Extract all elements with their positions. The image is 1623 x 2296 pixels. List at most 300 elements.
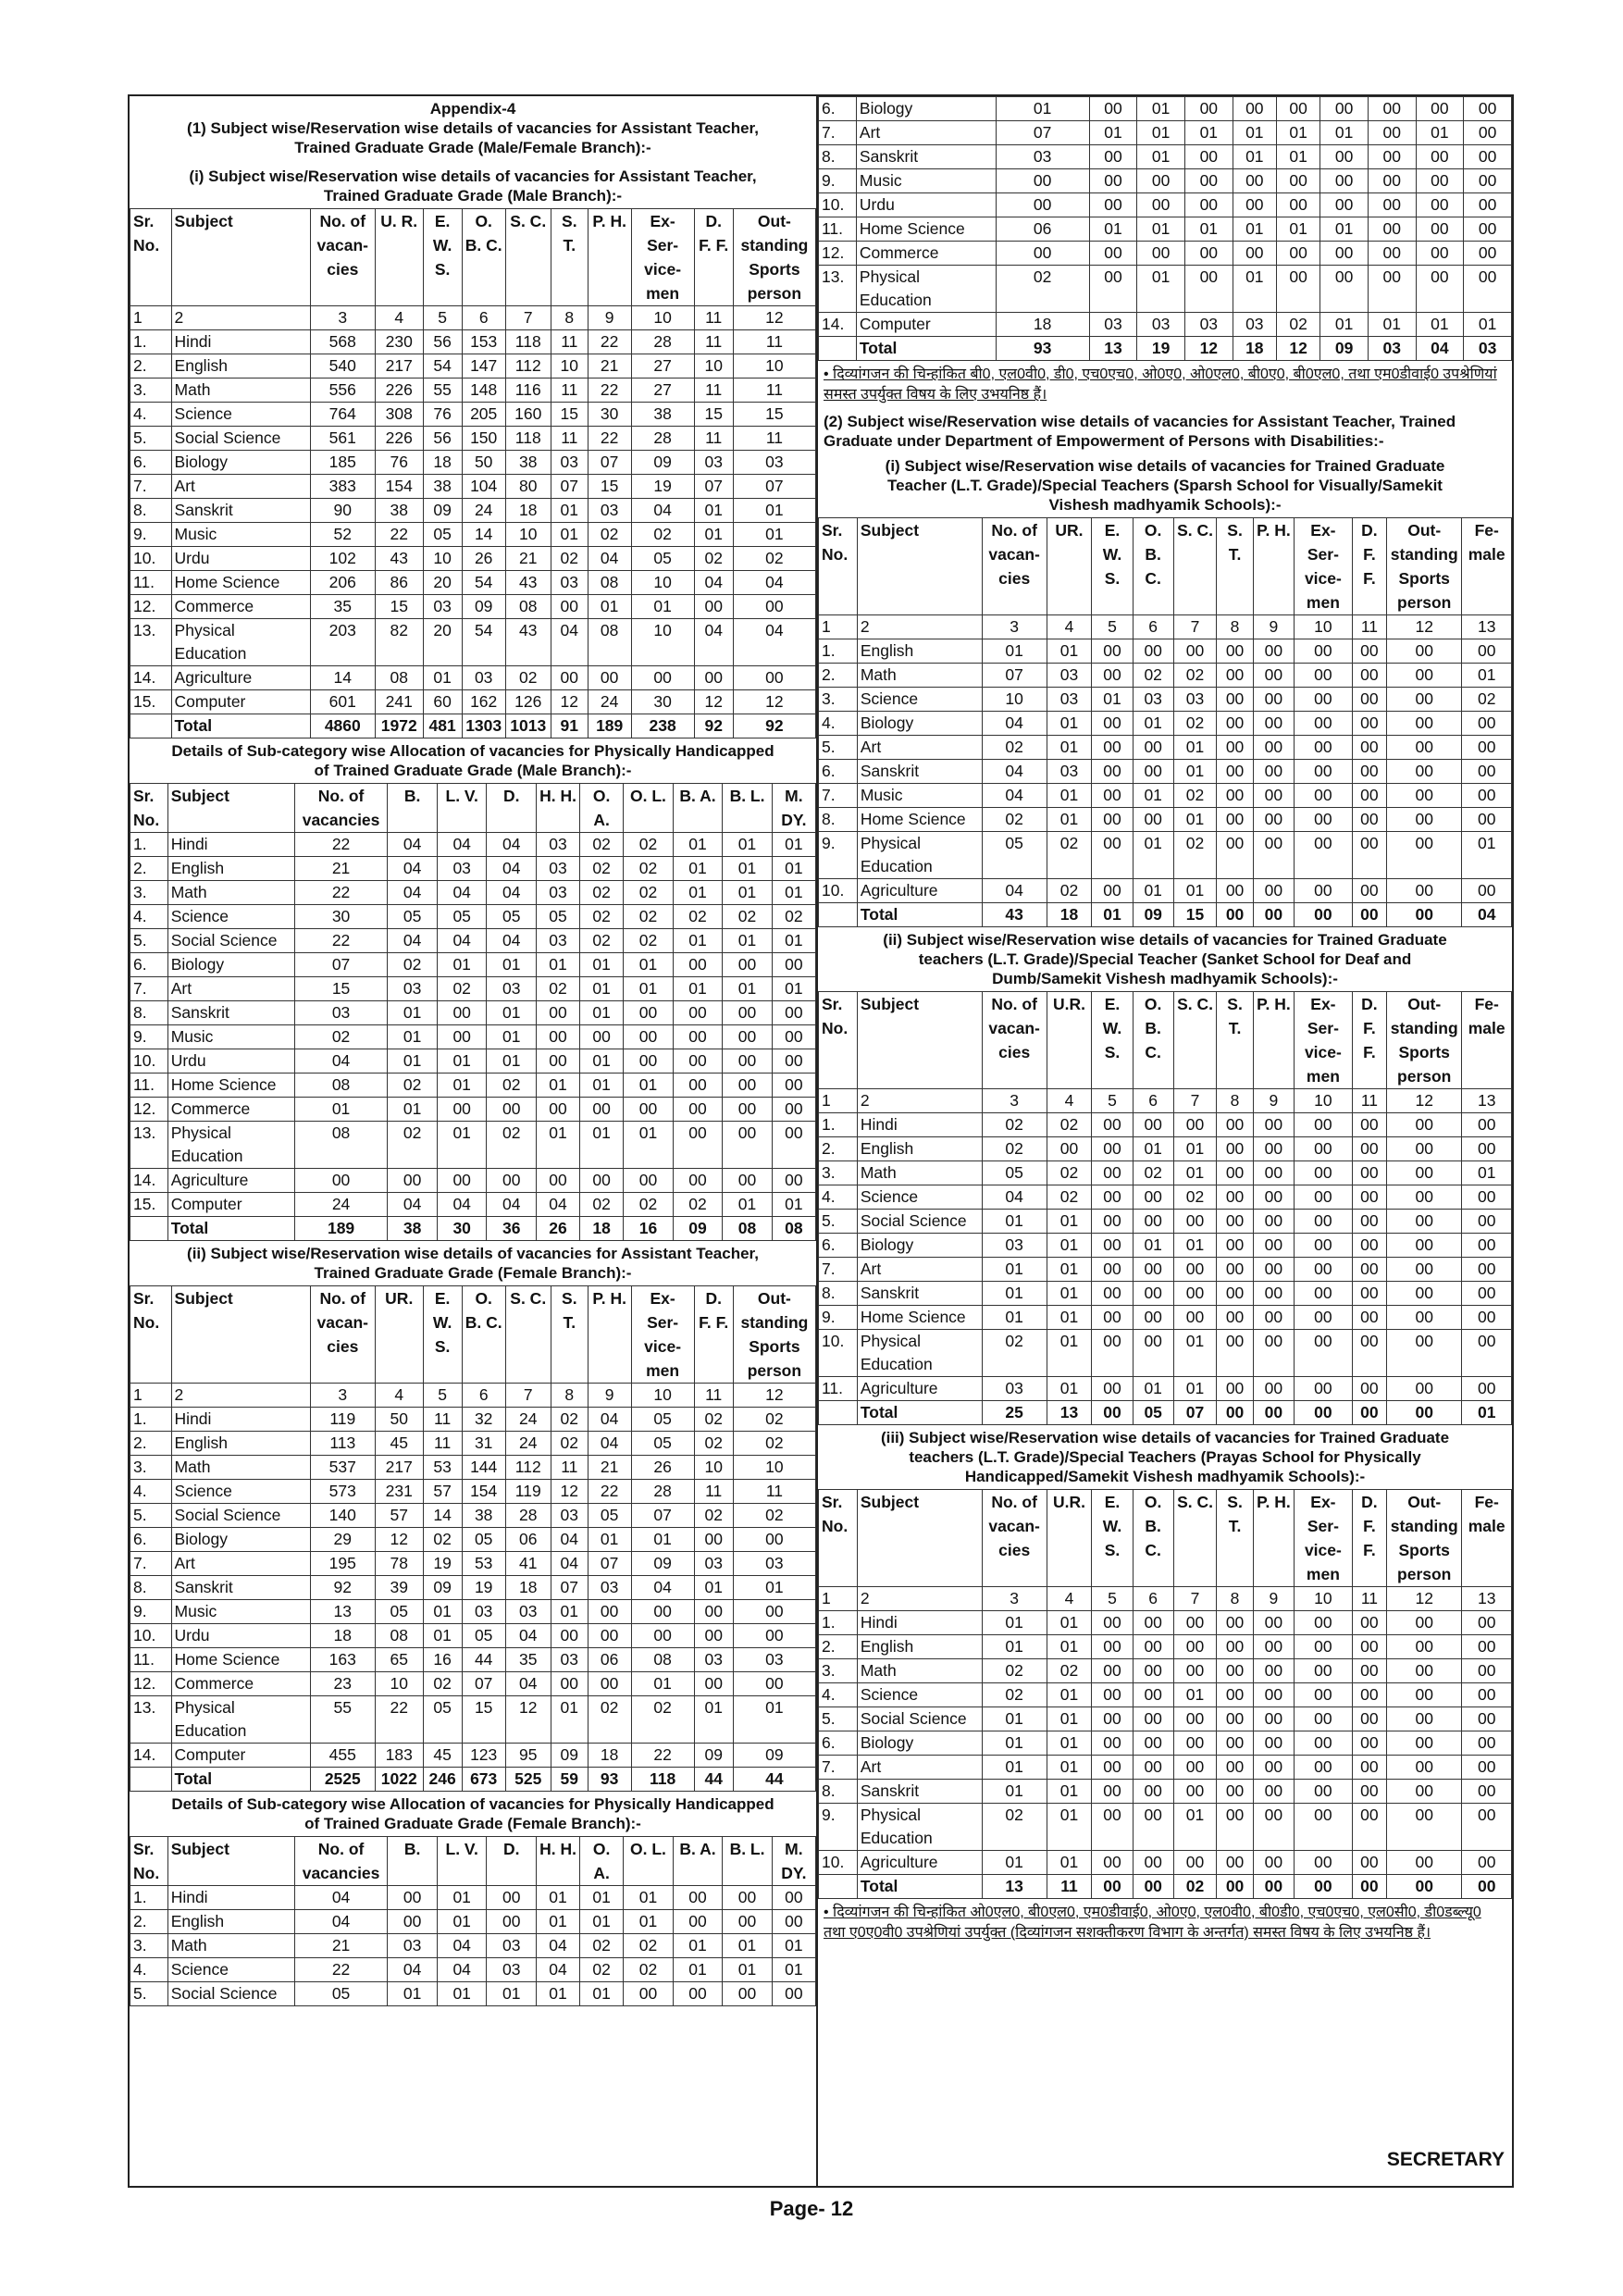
table-cell: 05 — [631, 547, 694, 571]
table-cell: 02 — [551, 1432, 588, 1456]
table-cell: 13 — [1047, 1401, 1092, 1425]
table-cell: 80 — [505, 475, 551, 499]
table-cell: 05 — [423, 523, 462, 547]
table-cell: 00 — [1253, 1756, 1294, 1780]
table-total-row — [819, 903, 1512, 927]
table-cell: Urdu — [171, 547, 310, 571]
table-cell: 00 — [1276, 97, 1319, 121]
table-row — [819, 832, 1512, 879]
table-cell: 13 — [1462, 1587, 1512, 1611]
table-cell: 00 — [1092, 760, 1133, 784]
table-cell: 01 — [1184, 121, 1233, 145]
table-cell: 00 — [1253, 1330, 1294, 1377]
table-cell: 00 — [1387, 1258, 1462, 1282]
table-cell: 11. — [819, 217, 857, 242]
table-cell: 03 — [1047, 664, 1092, 688]
table-row — [819, 1707, 1512, 1731]
table-cell: English — [857, 1635, 982, 1659]
sparsh-title: (i) Subject wise/Reservation wise details of vacancies for Trained Graduate Teacher (L.T. Grade)/Special Teachers (Sparsh School for Visually/Samekit Vishesh madhyamik Schools):- — [885, 457, 1445, 514]
table-cell: 01 — [673, 881, 723, 905]
table-cell: 113 — [310, 1432, 375, 1456]
table-cell: 02 — [1173, 1875, 1217, 1899]
table-cell: 07 — [294, 953, 388, 977]
table-cell: 01 — [624, 1074, 674, 1098]
table-cell: 01 — [1173, 736, 1217, 760]
table-cell: O. L. — [624, 784, 674, 833]
table-cell: 6. — [819, 1731, 858, 1756]
table-cell: 01 — [423, 1600, 462, 1624]
table-cell: Computer — [171, 1744, 310, 1768]
table-cell: 01 — [1462, 1161, 1512, 1185]
table-row — [130, 499, 816, 523]
table-cell: 32 — [462, 1408, 505, 1432]
table-cell: 00 — [1462, 879, 1512, 903]
table-cell: 00 — [673, 1025, 723, 1049]
table-cell: 00 — [388, 1910, 438, 1934]
table-cell: 1 — [130, 306, 172, 330]
table-cell: 9 — [1253, 1089, 1294, 1113]
table-cell: 01 — [1047, 1611, 1092, 1635]
table-cell: 00 — [1133, 1780, 1173, 1804]
table-cell: 02 — [631, 523, 694, 547]
table-cell: P. H. — [1253, 518, 1294, 615]
table-cell: 00 — [1217, 1185, 1254, 1210]
table-cell: E. W. S. — [1092, 518, 1133, 615]
table-cell: 00 — [1387, 1683, 1462, 1707]
table-cell: 00 — [1092, 1210, 1133, 1234]
table-cell: 8. — [130, 1001, 168, 1025]
table-cell: 08 — [375, 666, 423, 690]
table-cell: 13. — [130, 619, 172, 666]
left-column — [130, 96, 818, 2186]
prayas-title: (iii) Subject wise/Reservation wise details of vacancies for Trained Graduate teachers (L.T. Grade)/Special Teachers (Prayas School for Physically Handicapped/Samekit Vishesh madhyamik Schools):- — [880, 1429, 1450, 1485]
table-cell: 01 — [723, 1934, 773, 1958]
table-cell: 1 — [819, 615, 858, 639]
table-cell: 22 — [294, 929, 388, 953]
table-cell: 308 — [375, 403, 423, 427]
table-cell: 00 — [1295, 1683, 1353, 1707]
table-cell: 383 — [310, 475, 375, 499]
table-cell: 00 — [1092, 1851, 1133, 1875]
table-cell: 04 — [588, 1432, 631, 1456]
table-cell: 00 — [1133, 1851, 1173, 1875]
table-cell: 12 — [551, 1480, 588, 1504]
table-cell: 00 — [1464, 169, 1512, 193]
table-cell: No. of vacan- cies — [310, 1286, 375, 1384]
table-cell: 9 — [588, 306, 631, 330]
table-cell: 11. — [130, 1074, 168, 1098]
table-cell: 00 — [1133, 1635, 1173, 1659]
table-cell: 00 — [1462, 1113, 1512, 1137]
table-cell: 13. — [819, 266, 857, 313]
table-cell: Science — [857, 1185, 982, 1210]
table-cell: 00 — [536, 1025, 579, 1049]
table-cell: 154 — [462, 1480, 505, 1504]
table-cell: 00 — [1368, 266, 1416, 313]
table-cell: Social Science — [171, 1504, 310, 1528]
table-cell: 00 — [551, 1624, 588, 1648]
table-cell: 00 — [1352, 784, 1386, 808]
table-cell: 00 — [1352, 879, 1386, 903]
table-cell: 00 — [1352, 688, 1386, 712]
table-cell: 00 — [1352, 1137, 1386, 1161]
table-cell: 144 — [462, 1456, 505, 1480]
table-cell: Total — [171, 1768, 310, 1792]
table-cell: 35 — [505, 1648, 551, 1672]
note-ph-subcategories: • दिव्यांगजन की चिन्हांकित बी0, एल0वी0, डी0, एच0एच0, ओ0ए0, ओ0एल0, बी0ए0, बी0एल0, तथा एम0डीवाई0 उपश्रेणियां समस्त उपर्युक्त विषय के लिए उभयनिष्ठ हैं। — [824, 366, 1497, 403]
table-cell: 00 — [1352, 639, 1386, 664]
table-cell: S. T. — [1217, 1490, 1254, 1587]
table-cell: 00 — [1320, 266, 1369, 313]
table-cell: 00 — [1295, 1707, 1353, 1731]
table-cell: 38 — [631, 403, 694, 427]
table-cell: 01 — [982, 1611, 1047, 1635]
table-cell: 82 — [375, 619, 423, 666]
table-cell: 00 — [996, 169, 1089, 193]
table-cell: 03 — [694, 1552, 733, 1576]
table-cell: P. H. — [588, 1286, 631, 1384]
table-cell: 5. — [130, 427, 172, 451]
table-cell: 02 — [536, 977, 579, 1001]
table-cell: 00 — [1253, 832, 1294, 879]
table-cell: 00 — [1233, 169, 1276, 193]
table-cell: 08 — [588, 571, 631, 595]
table-cell: 00 — [1464, 97, 1512, 121]
table-cell: 10 — [631, 1384, 694, 1408]
table-total-row — [130, 714, 816, 738]
table-cell: 41 — [505, 1552, 551, 1576]
table-cell: 02 — [733, 1504, 815, 1528]
table-cell: 03 — [1368, 337, 1416, 361]
table-row — [819, 784, 1512, 808]
table-cell: 00 — [1089, 266, 1137, 313]
table-cell: 00 — [1089, 193, 1137, 217]
table-cell: 00 — [1295, 1851, 1353, 1875]
table-cell: 43 — [982, 903, 1047, 927]
table-cell: 01 — [1092, 688, 1133, 712]
table-cell: 10 — [694, 354, 733, 379]
table-cell: 12 — [375, 1528, 423, 1552]
table-cell: 7 — [505, 1384, 551, 1408]
sanket-school-table — [818, 991, 1512, 1425]
table-cell: 04 — [437, 833, 487, 857]
table-cell: 11 — [694, 427, 733, 451]
table-cell: Hindi — [167, 833, 294, 857]
table-cell: 01 — [487, 1982, 537, 2006]
table-cell: 43 — [505, 571, 551, 595]
table-cell: 241 — [375, 690, 423, 714]
table-cell: 00 — [1387, 784, 1462, 808]
table-cell: 00 — [1387, 712, 1462, 736]
table-cell: 02 — [624, 881, 674, 905]
section-2-title: (2) Subject wise/Reservation wise details of vacancies for Assistant Teacher, Trained Graduate under Department of Empowerment of Persons with Disabilities:- — [824, 413, 1456, 450]
table-cell: 2525 — [310, 1768, 375, 1792]
table-cell: 18 — [505, 499, 551, 523]
table-cell: 09 — [694, 1744, 733, 1768]
table-cell: 10. — [819, 1851, 858, 1875]
table-cell: 01 — [580, 1049, 624, 1074]
table-cell: 15 — [694, 403, 733, 427]
table-cell: 00 — [1352, 1306, 1386, 1330]
table-cell: Ex- Ser- vice- men — [1295, 1490, 1353, 1587]
table-cell: 00 — [996, 242, 1089, 266]
table-cell: 28 — [631, 427, 694, 451]
table-cell: 3 — [310, 306, 375, 330]
table-cell: Hindi — [171, 1408, 310, 1432]
table-cell: 00 — [1217, 1330, 1254, 1377]
table-cell: 00 — [1253, 1234, 1294, 1258]
table-cell: 38 — [505, 451, 551, 475]
table-cell: 00 — [1462, 1377, 1512, 1401]
table-cell: Art — [167, 977, 294, 1001]
table-cell: 4. — [130, 1480, 172, 1504]
table-cell: 01 — [624, 953, 674, 977]
table-cell: 03 — [982, 1234, 1047, 1258]
table-cell: Math — [171, 379, 310, 403]
table-cell: 00 — [1464, 242, 1512, 266]
table-cell: 00 — [1352, 1635, 1386, 1659]
table-cell: 44 — [462, 1648, 505, 1672]
table-row — [819, 712, 1512, 736]
table-cell: 00 — [580, 1025, 624, 1049]
table-cell: 00 — [1368, 145, 1416, 169]
table-row — [130, 403, 816, 427]
table-cell: 1972 — [375, 714, 423, 738]
table-cell: Computer — [167, 1193, 294, 1217]
table-cell: 189 — [588, 714, 631, 738]
table-cell: 00 — [1173, 1611, 1217, 1635]
table-cell: 00 — [1253, 1258, 1294, 1282]
table-cell: 09 — [423, 499, 462, 523]
table-row — [819, 1611, 1512, 1635]
table-row — [130, 1886, 816, 1910]
table-cell: 6. — [130, 953, 168, 977]
table-cell: 05 — [487, 905, 537, 929]
table-row — [819, 1756, 1512, 1780]
table-cell: Sr. No. — [819, 992, 858, 1089]
table-cell: 26 — [631, 1456, 694, 1480]
table-cell: Subject — [857, 518, 982, 615]
table-cell: 00 — [1387, 1731, 1462, 1756]
table-cell: 00 — [1416, 217, 1464, 242]
table-cell: 00 — [1253, 712, 1294, 736]
table-cell: 00 — [673, 1122, 723, 1169]
table-cell: 1 — [819, 1587, 858, 1611]
table-cell: 00 — [1295, 1161, 1353, 1185]
table-cell: Hindi — [167, 1886, 294, 1910]
table-row — [819, 313, 1512, 337]
table-cell: 06 — [588, 1648, 631, 1672]
table-cell: 00 — [673, 1098, 723, 1122]
table-cell: 4. — [130, 905, 168, 929]
table-cell: Hindi — [857, 1611, 982, 1635]
table-cell: 1. — [130, 1886, 168, 1910]
table-cell: Art — [857, 736, 982, 760]
table-cell: 00 — [772, 1122, 815, 1169]
table-cell: 25 — [982, 1401, 1047, 1425]
table-cell: 00 — [388, 1169, 438, 1193]
table-cell: 00 — [1092, 1804, 1133, 1851]
table-cell: 04 — [505, 1672, 551, 1696]
table-cell: S. C. — [505, 209, 551, 306]
table-cell: 00 — [1352, 1780, 1386, 1804]
table-cell: 00 — [1295, 1659, 1353, 1683]
table-cell: 19 — [1137, 337, 1185, 361]
table-row — [130, 427, 816, 451]
table-cell: 22 — [294, 833, 388, 857]
table-cell: 54 — [462, 619, 505, 666]
table-cell: 00 — [1092, 639, 1133, 664]
table-cell: 01 — [551, 499, 588, 523]
table-cell: Ex- Ser- vice- men — [631, 1286, 694, 1384]
table-cell: 05 — [536, 905, 579, 929]
table-cell: Out- standing Sports person — [1387, 992, 1462, 1089]
table-cell: 56 — [423, 427, 462, 451]
table-cell: 04 — [694, 619, 733, 666]
table-cell: 00 — [1133, 1804, 1173, 1851]
table-row — [130, 451, 816, 475]
table-cell: 8. — [130, 499, 172, 523]
table-cell: 00 — [1295, 832, 1353, 879]
table-cell: 02 — [982, 808, 1047, 832]
table-cell: 00 — [694, 1528, 733, 1552]
table-cell: 00 — [1092, 1401, 1133, 1425]
table-cell: 00 — [1092, 664, 1133, 688]
table-cell: 22 — [588, 1480, 631, 1504]
table-cell: 00 — [1089, 169, 1137, 193]
table-cell: 50 — [375, 1408, 423, 1432]
table-cell: 8 — [1217, 615, 1254, 639]
table-cell: 02 — [982, 1137, 1047, 1161]
table-cell: 55 — [423, 379, 462, 403]
table-cell: 01 — [1137, 145, 1185, 169]
table-cell: 00 — [1217, 1234, 1254, 1258]
table-cell: English — [167, 1910, 294, 1934]
table-cell: Commerce — [171, 595, 310, 619]
table-row — [130, 1528, 816, 1552]
table-cell: 153 — [462, 330, 505, 354]
table-cell: 00 — [1253, 688, 1294, 712]
table-cell: No. of vacancies — [294, 1837, 388, 1886]
table-cell: 02 — [580, 833, 624, 857]
table-cell: 00 — [1295, 664, 1353, 688]
table-cell: 15. — [130, 690, 172, 714]
table-cell: 147 — [462, 354, 505, 379]
table-cell: 01 — [772, 1958, 815, 1982]
table-cell: 2 — [857, 1587, 982, 1611]
table-cell: Science — [167, 905, 294, 929]
table-cell: D. F. F. — [694, 209, 733, 306]
table-cell: 19 — [462, 1576, 505, 1600]
table-cell: 01 — [1047, 1635, 1092, 1659]
table-cell: 00 — [1462, 1731, 1512, 1756]
table-row — [130, 379, 816, 403]
table-cell: U.R. — [1047, 992, 1092, 1089]
table-cell: 02 — [1047, 1161, 1092, 1185]
table-cell: 1. — [130, 833, 168, 857]
table-cell: 28 — [631, 330, 694, 354]
table-cell: 00 — [673, 1049, 723, 1074]
table-row — [130, 1744, 816, 1768]
table-cell: 03 — [1184, 313, 1233, 337]
table-cell: No. of vacan- cies — [982, 992, 1047, 1089]
table-cell: 04 — [294, 1910, 388, 1934]
table-cell: 15. — [130, 1193, 168, 1217]
table-cell: 04 — [487, 1193, 537, 1217]
table-cell: 00 — [487, 1910, 537, 1934]
table-cell: 8. — [819, 808, 858, 832]
table-cell: 27 — [631, 379, 694, 403]
table-cell: 00 — [551, 1672, 588, 1696]
table-cell: 00 — [1295, 1113, 1353, 1137]
table-cell: 01 — [694, 1576, 733, 1600]
table-cell: 04 — [631, 1576, 694, 1600]
table-cell: 02 — [733, 1408, 815, 1432]
table-cell: UR. — [1047, 518, 1092, 615]
table-cell: 08 — [631, 1648, 694, 1672]
table-cell: 03 — [588, 1576, 631, 1600]
table-row — [130, 1910, 816, 1934]
table-cell: 07 — [631, 1504, 694, 1528]
table-cell: 50 — [462, 451, 505, 475]
table-cell: 00 — [1352, 1707, 1386, 1731]
table-cell: Art — [856, 121, 996, 145]
table-cell: Sanskrit — [857, 760, 982, 784]
table-cell: 00 — [1462, 1210, 1512, 1234]
table-cell: 05 — [982, 832, 1047, 879]
table-cell: 00 — [1295, 1377, 1353, 1401]
table-cell: 00 — [1464, 193, 1512, 217]
table-cell: 00 — [772, 1886, 815, 1910]
table-row — [130, 1098, 816, 1122]
table-cell: 01 — [551, 523, 588, 547]
table-row — [130, 1958, 816, 1982]
table-cell: English — [167, 857, 294, 881]
table-cell: 01 — [388, 1098, 438, 1122]
table-cell: 10. — [130, 1624, 172, 1648]
table-cell: 01 — [1233, 145, 1276, 169]
table-cell: 22 — [588, 379, 631, 403]
table-row — [819, 193, 1512, 217]
table-cell: 00 — [1092, 832, 1133, 879]
table-cell: 4. — [819, 1185, 858, 1210]
table-cell: 05 — [588, 1504, 631, 1528]
table-cell: 00 — [1416, 193, 1464, 217]
table-cell: Math — [171, 1456, 310, 1480]
table-cell: 00 — [1462, 712, 1512, 736]
table-cell: 00 — [1295, 1306, 1353, 1330]
table-cell: 00 — [1387, 1401, 1462, 1425]
table-cell: 86 — [375, 571, 423, 595]
table-cell: 10. — [130, 547, 172, 571]
table-cell: 00 — [1387, 1756, 1462, 1780]
table-cell: 02 — [1047, 1185, 1092, 1210]
table-cell: 01 — [1137, 97, 1185, 121]
table-row — [130, 1672, 816, 1696]
table-cell: 00 — [1092, 1659, 1133, 1683]
table-cell: Ex- Ser- vice- men — [1295, 992, 1353, 1089]
table-cell: 00 — [1092, 1258, 1133, 1282]
table-cell: 00 — [1295, 1875, 1353, 1899]
table-cell: 1022 — [375, 1768, 423, 1792]
table-cell: 00 — [1253, 784, 1294, 808]
table-cell: 00 — [733, 595, 815, 619]
table-row — [130, 1169, 816, 1193]
table-cell: 00 — [1368, 97, 1416, 121]
table-cell: 00 — [1352, 1804, 1386, 1851]
table-cell: 01 — [1462, 664, 1512, 688]
table-cell: 01 — [982, 1851, 1047, 1875]
